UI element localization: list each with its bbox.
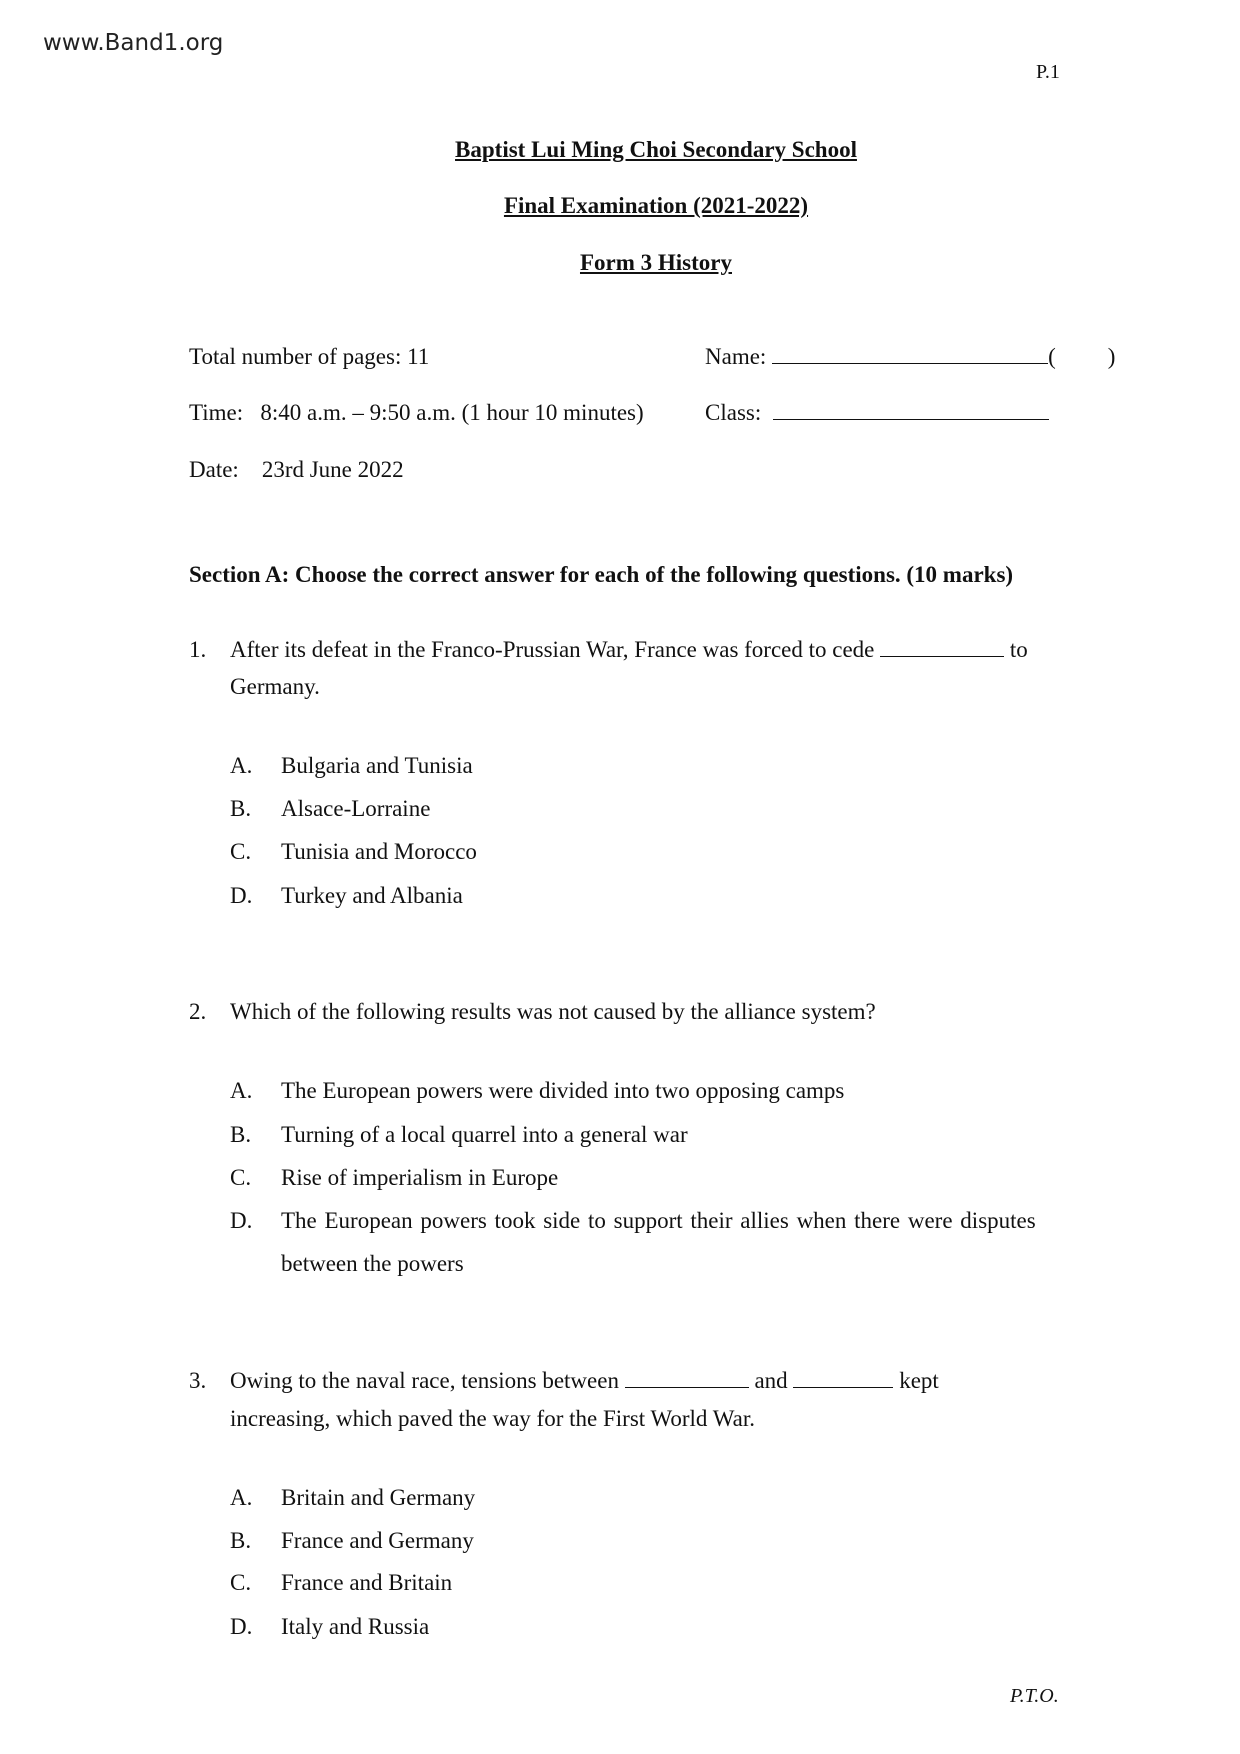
option-letter: D. [230, 1614, 253, 1639]
school-title: Baptist Lui Ming Choi Secondary School [455, 137, 857, 162]
option-text: The European powers took side to support their allies when there were disputes [281, 1208, 1036, 1233]
question-3-text: Owing to the naval race, tensions between and kept [230, 1368, 939, 1393]
option-text: Alsace-Lorraine [281, 796, 431, 821]
option-text: Turning of a local quarrel into a general war [281, 1122, 688, 1147]
question-1-text-line2: Germany. [230, 674, 320, 699]
option-letter: C. [230, 1165, 252, 1190]
question-number: 2. [189, 999, 207, 1024]
option-letter: B. [230, 1122, 252, 1147]
question-1-text: After its defeat in the Franco-Prussian War, France was forced to cede to [230, 637, 1028, 662]
option-text: France and Germany [281, 1528, 474, 1553]
option-text: Italy and Russia [281, 1614, 430, 1639]
watermark: www.Band1.org [43, 30, 224, 56]
option-text: Bulgaria and Tunisia [281, 753, 473, 778]
exam-time: Time: 8:40 a.m. – 9:50 a.m. (1 hour 10 minutes) [189, 400, 644, 425]
option-text: The European powers were divided into two opposing camps [281, 1078, 845, 1103]
option-text: Britain and Germany [281, 1485, 476, 1510]
question-number: 1. [189, 637, 207, 662]
exam-title: Final Examination (2021-2022) [503, 193, 809, 218]
question-number: 3. [189, 1368, 207, 1393]
question-3-text-line2: increasing, which paved the way for the First World War. [230, 1406, 755, 1431]
class-field[interactable]: Class: [705, 401, 1049, 424]
option-text: France and Britain [281, 1570, 453, 1595]
option-letter: B. [230, 1528, 252, 1553]
option-text: Rise of imperialism in Europe [281, 1165, 559, 1190]
page-number: P.1 [1036, 61, 1060, 83]
option-text: Tunisia and Morocco [281, 839, 477, 864]
please-turn-over: P.T.O. [1010, 1685, 1059, 1707]
option-letter: B. [230, 796, 252, 821]
option-text: Turkey and Albania [281, 883, 463, 908]
option-text-line2: between the powers [281, 1251, 464, 1276]
question-2-text: Which of the following results was not caused by the alliance system? [230, 999, 876, 1024]
subject-title: Form 3 History [579, 250, 732, 275]
option-letter: A. [230, 1078, 253, 1103]
exam-date: Date: 23rd June 2022 [189, 457, 404, 482]
option-letter: C. [230, 839, 252, 864]
option-letter: C. [230, 1570, 252, 1595]
option-letter: D. [230, 1208, 253, 1233]
name-field[interactable]: Name: ( ) [705, 344, 1116, 369]
option-letter: A. [230, 1485, 253, 1510]
option-letter: D. [230, 883, 253, 908]
total-pages: Total number of pages: 11 [189, 344, 430, 369]
option-letter: A. [230, 753, 253, 778]
section-a-heading: Section A: Choose the correct answer for each of the following questions. (10 marks) [189, 562, 1014, 587]
